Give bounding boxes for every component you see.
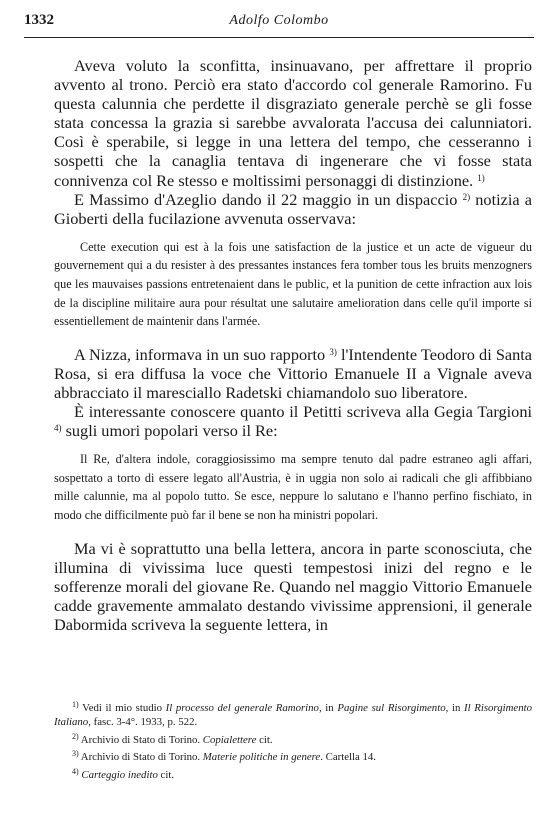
footnote-ref-1: 1) [477, 172, 485, 183]
footnote-ref-2: 2) [462, 191, 471, 202]
footnote-3: $^{3)}$ Archivio di Stato di Torino. Materie politiche in genere. Cartella 14. [72, 749, 377, 764]
running-title: Adolfo Colombo [229, 13, 329, 28]
main-text-block-3 [54, 539, 532, 634]
quote-1: Cette execution qui est à la fois une satisfaction de la justice et un acte de vigueur du gouvernement qui a du resister à des pressantes instances fera tomber tous les bruits menzogners que les mauvaises passions entretenaient dans le public, et la punition de cette infraction aux lois de la discipline militaire aura pour résultat une salutaire amelioration dans celle qu'il importe si essentiellement de maintenir dans l'armée. [54, 239, 532, 329]
quote-block-2 [54, 450, 532, 524]
header-rule [24, 37, 534, 38]
page-body [54, 56, 532, 634]
paragraph-5: Ma vi è soprattutto una bella lettera, ancora in parte sconosciuta, che illumina di vivissima luce questi tempestosi inizi del regno e le sofferenze morali del giovane Re. Quando nel maggio Vittorio Emanuele cadde gravemente ammalato destando vivissime apprensioni, il generale Dabormida scriveva la seguente lettera, in [54, 538, 532, 635]
paragraph-3: A Nizza, informava in un suo rapporto $^{3)}$ l'Intendente Teodoro di Santa Rosa, si era diffusa la voce che Vittorio Emanuele II a Vignale aveva abbracciato il maresciallo Radetski chiamandolo suo liberatore. [54, 344, 533, 402]
main-text-block-1 [54, 56, 532, 228]
main-text-block-2 [54, 345, 532, 440]
footnote-ref-3: 3) [329, 346, 337, 357]
paragraph-1: Aveva voluto la sconfitta, insinuavano, per affrettare il proprio avvento al trono. Perciò era stato d'accordo col generale Ramorino. Fu questa calunnia che perdette il disgraziato generale perchè se gli fosse stata concessa la grazia si sarebbe avvalorata l'accusa dei calunniatori. Così è sperabile, si legge in una lettera del tempo, che cesseranno i sospetti che la canaglia tentava di ingenerare che vi fosse stata connivenza col Re stesso e moltissimi personaggi di distinzione. $^{1)}$ [54, 56, 532, 190]
quote-2: Il Re, d'altera indole, coraggiosissimo ma sempre tenuto dal padre estraneo agli affari, sospettato a torto di essere legato all'Austria, è in uggia non solo ai radicali che gli affibbiano mille calunnie, ma al popolo tutto. Se esce, neppure lo salutano e l'hanno perfino fischiato, in modo che difficilmente può far il bene se non ha ministri popolari. [54, 452, 532, 523]
footnotes [54, 698, 532, 782]
footnote-2: $^{2)}$ Archivio di Stato di Torino. Copialettere cit. [72, 731, 273, 746]
footnote-1: $^{1)}$ Vedi il mio studio Il processo del generale Ramorino, in Pagine sul Risorgimento, in Il Risorgimento Italiano, fasc. 3-4°. 1933, p. 522. [54, 700, 533, 729]
paragraph-2: E Massimo d'Azeglio dando il 22 maggio in un dispaccio $^{2)}$ notizia a Gioberti della fucilazione avvenuta osservava: [54, 189, 533, 228]
paragraph-4: È interessante conoscere quanto il Petitti scriveva alla Gegia Targioni $^{4)}$ sugli umori popolari verso il Re: [54, 402, 532, 441]
page-number: 1332 [24, 12, 54, 28]
footnote-4: $^{4)}$ Carteggio inedito cit. [72, 766, 175, 781]
page-header [24, 12, 534, 32]
quote-block-1 [54, 238, 532, 331]
footnote-ref-4: 4) [54, 423, 62, 434]
